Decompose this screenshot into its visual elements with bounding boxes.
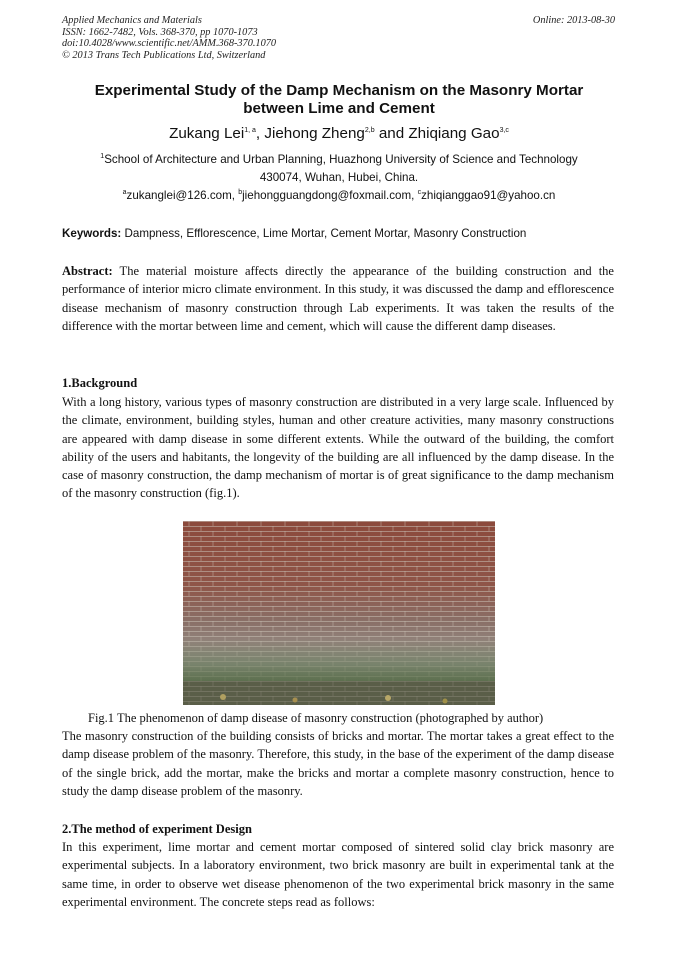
email-b-sup: b [238, 189, 243, 197]
doi-line: doi:10.4028/www.scientific.net/AMM.368-370.1070 [62, 38, 277, 50]
author-3-sup: 3,c [499, 126, 509, 134]
section-1-heading: 1.Background [62, 376, 138, 390]
keywords-label: Keywords: [62, 227, 122, 240]
email-b[interactable]: jiehongguangdong@foxmail.com, [242, 189, 418, 202]
author-3: and Zhiqiang Gao [374, 125, 500, 142]
keywords [62, 226, 616, 242]
author-2-sup: 2,b [364, 126, 375, 134]
figure-1-photo [183, 521, 495, 705]
affiliation-line-2: 430074, Wuhan, Hubei, China. [259, 171, 419, 184]
affiliation-sup: 1 [100, 153, 105, 161]
title-line-2: between Lime and Cement [243, 100, 435, 117]
section-2-paragraph: In this experiment, lime mortar and cement mortar composed of sintered solid clay brick masonry are experimental subjects. In a laboratory environment, two brick masonry are built in experimental tank at the same time, in order to observe wet disease phenomenon of the two experimental brick masonry in the same experimental environment. The concrete steps read as follows: [62, 840, 614, 909]
abstract-label: Abstract: [62, 264, 113, 278]
brick-wall-image [183, 521, 495, 705]
email-c-sup: c [417, 189, 422, 197]
abstract-text: The material moisture affects directly the appearance of the building construction and the performance of interior micro climate environment. In this study, it was discussed the damp and efflorescence disease mechanism of masonry construction through Lab experiments. It was taken the results of the difference with the mortar between lime and cement, which will cause the different damp diseases. [62, 264, 614, 333]
affiliation-line-1 [62, 151, 616, 169]
copyright-line: © 2013 Trans Tech Publications Ltd, Switzerland [62, 49, 266, 61]
journal-header [62, 15, 276, 61]
affiliation-text: School of Architecture and Urban Planning, Huazhong University of Science and Technology [104, 153, 578, 166]
author-2: , Jiehong Zheng [255, 125, 365, 142]
title-line-1: Experimental Study of the Damp Mechanism on the Masonry Mortar [94, 82, 584, 99]
paper-title [62, 82, 616, 118]
email-c[interactable]: zhiqianggao91@yahoo.cn [421, 189, 556, 202]
email-line [62, 187, 616, 205]
issn-line: ISSN: 1662-7482, Vols. 368-370, pp 1070-1073 [62, 26, 258, 38]
email-a-sup: a [122, 189, 127, 197]
paragraph-2: The masonry construction of the building consists of bricks and mortar. The mortar takes a great effect to the damp disease problem of the masonry. Therefore, this study, in the base of the experiment of the damp disease of the single brick, add the mortar, make the bricks and mortar a complete masonry construction, hence to study the damp disease problem of the masonry. [62, 729, 614, 798]
figure-1-caption: Fig.1 The phenomenon of damp disease of masonry construction (photographed by author) [88, 711, 544, 725]
affiliation [62, 151, 616, 205]
author-1-sup: 1, a [244, 126, 256, 134]
section-1-paragraph: With a long history, various types of masonry construction are distributed in a very large scale. Influenced by the climate, environment, building styles, human and other creature activities, many masonry constructions are appeared with damp disease in some different extents. While the outward of the building, the comfort ability of the users and habitants, the longevity of the building are all influenced by the damp disease. In the case of masonry construction, the damp mechanism of mortar is of great significance to the damp mechanism of the masonry construction (fig.1). [62, 395, 614, 501]
section-2-heading: 2.The method of experiment Design [62, 822, 252, 836]
keywords-text: Dampness, Efflorescence, Lime Mortar, Cement Mortar, Masonry Construction [121, 227, 527, 240]
journal-name: Applied Mechanics and Materials [62, 15, 202, 26]
author-1: Zukang Lei [169, 125, 245, 142]
email-a[interactable]: zukanglei@126.com, [126, 189, 239, 202]
author-list [62, 125, 616, 143]
abstract [62, 262, 614, 335]
online-date: Online: 2013-08-30 [532, 15, 615, 26]
